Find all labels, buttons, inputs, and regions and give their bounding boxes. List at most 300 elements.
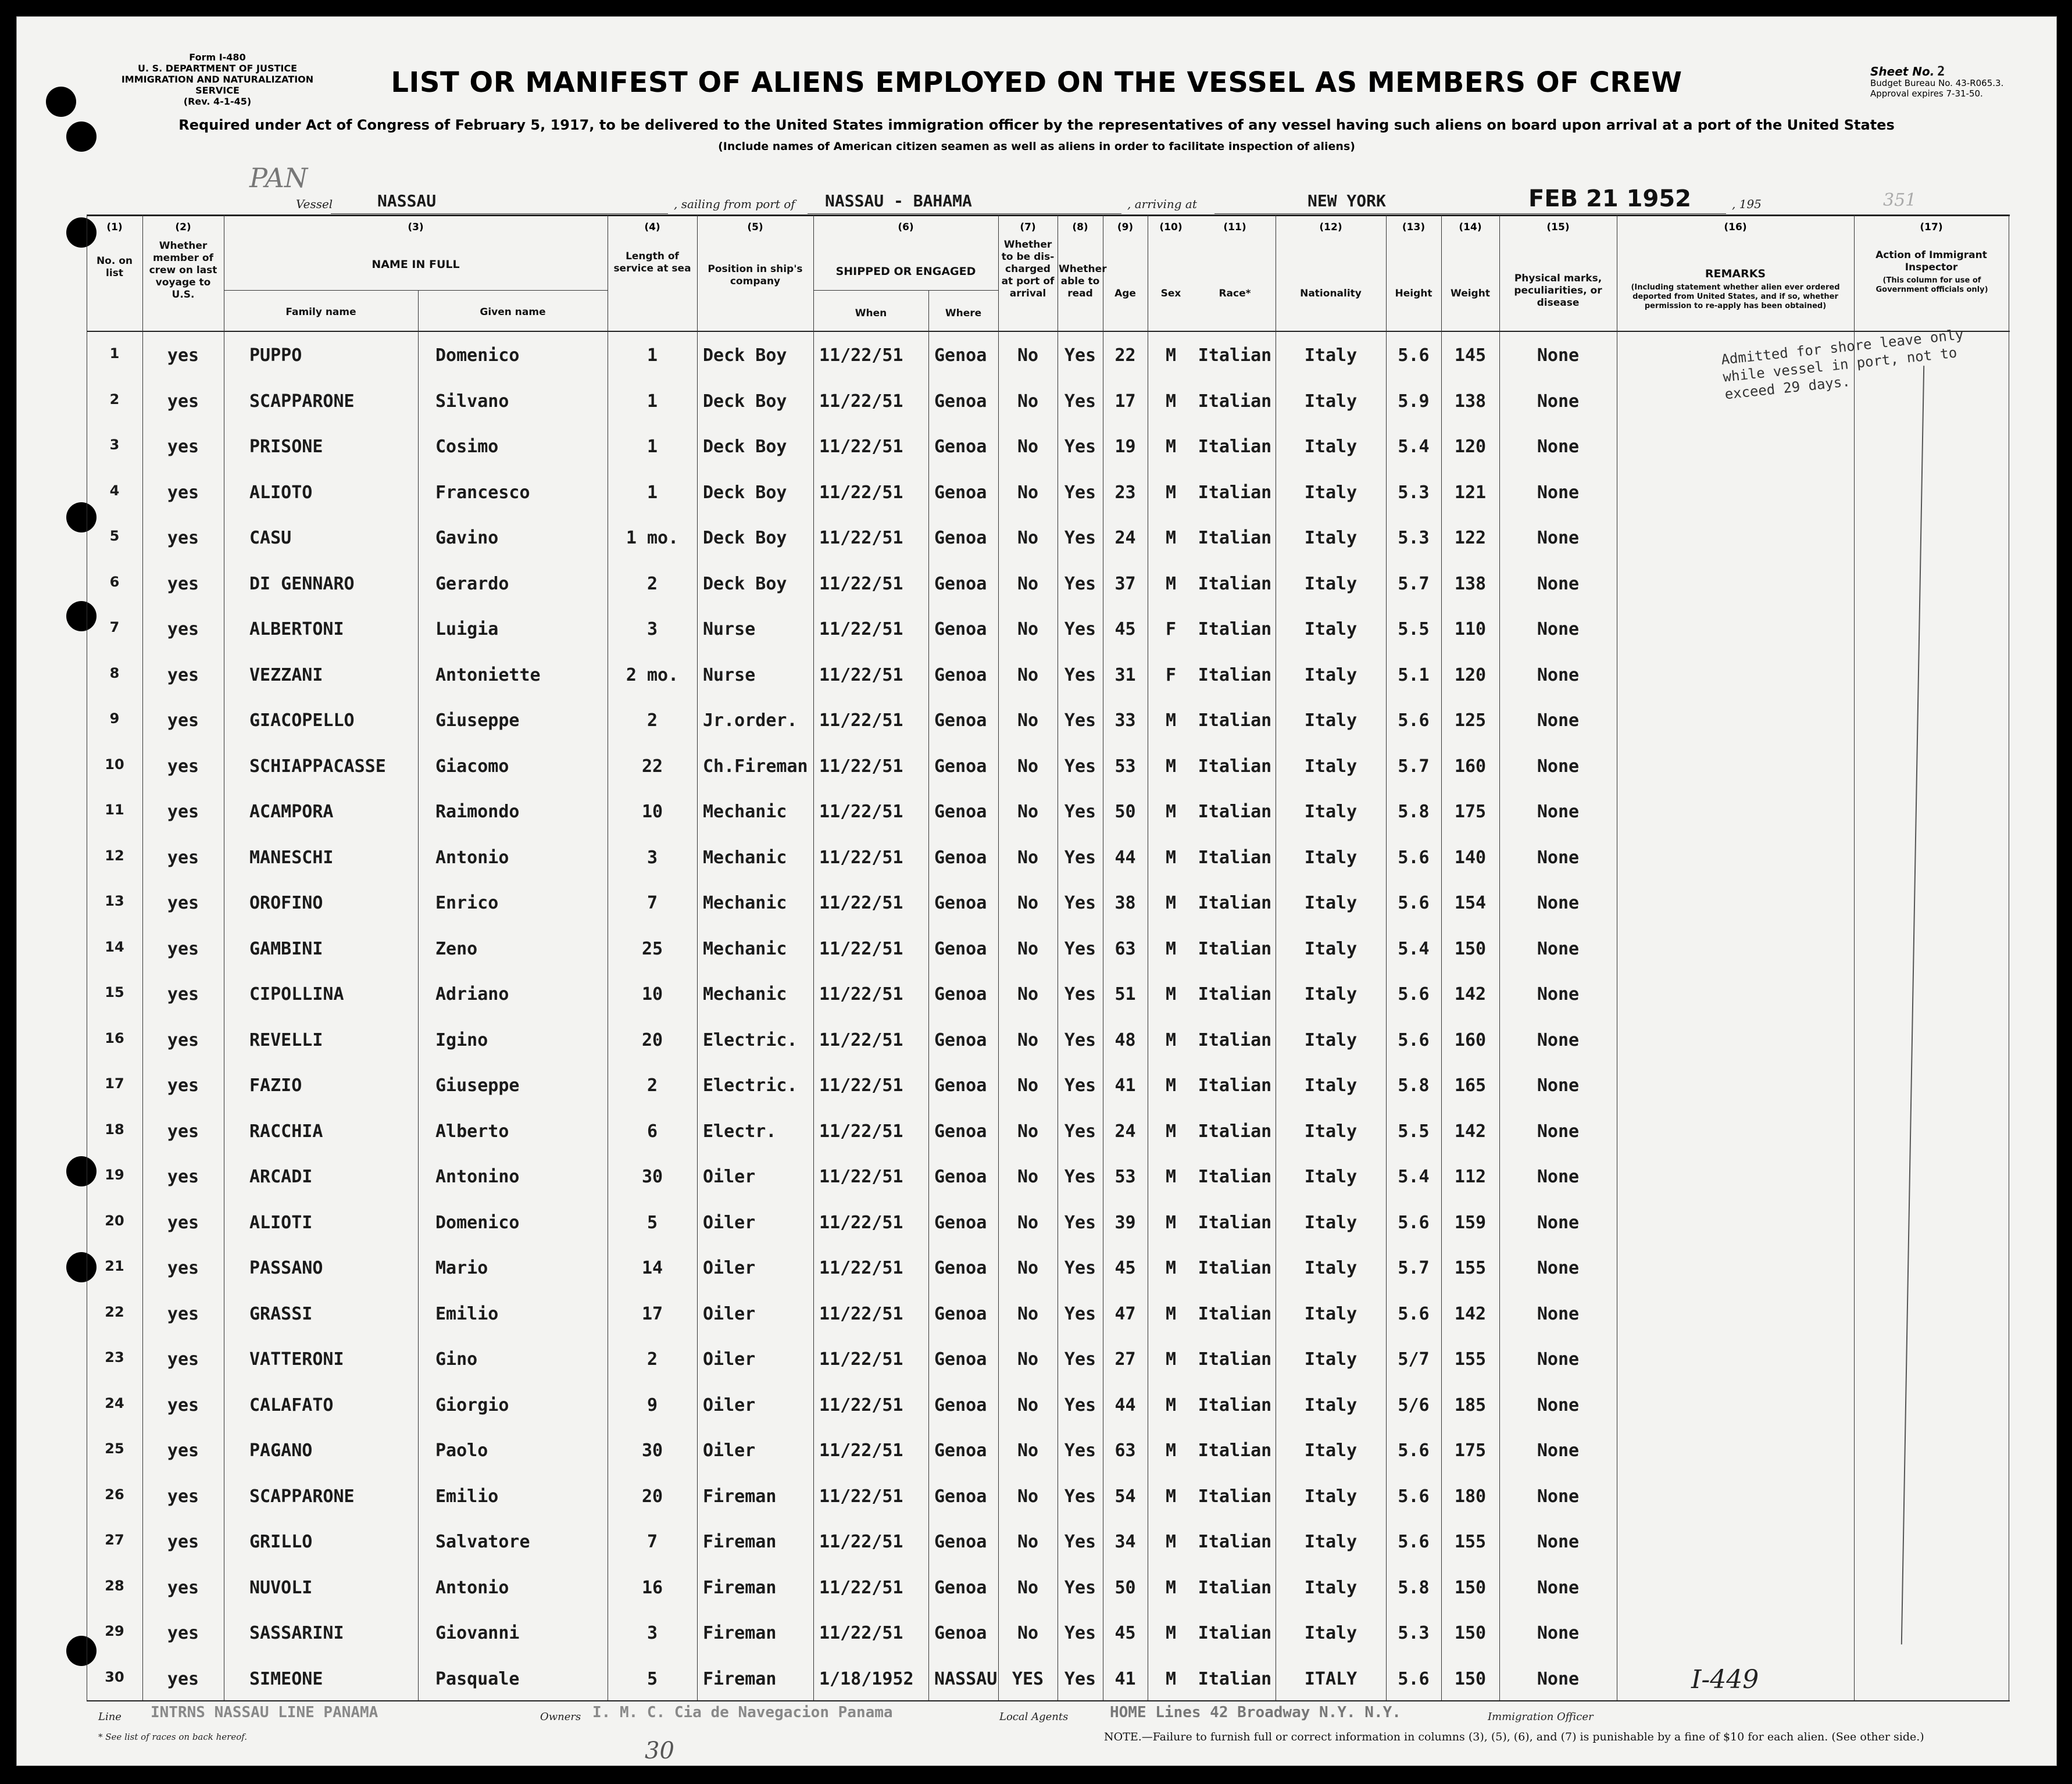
cell-marks: None xyxy=(1537,482,1580,503)
cell-weight: 138 xyxy=(1454,573,1487,594)
cell-age: 22 xyxy=(1114,345,1136,366)
cell-crew: yes xyxy=(167,482,199,503)
cell-nat: Italy xyxy=(1304,619,1357,639)
cell-disch: No xyxy=(1017,1075,1039,1096)
cell-crew: yes xyxy=(167,573,199,594)
cell-service: 2 mo. xyxy=(626,664,679,685)
cell-crew: yes xyxy=(167,1532,199,1552)
cell-when: 11/22/51 xyxy=(819,756,903,777)
cell-crew: yes xyxy=(167,1258,199,1278)
cell-marks: None xyxy=(1537,573,1580,594)
cell-weight: 112 xyxy=(1454,1167,1487,1187)
cell-service: 10 xyxy=(641,984,663,1004)
table-row xyxy=(87,1475,2010,1521)
cell-race: Italian xyxy=(1198,664,1272,685)
cell-marks: None xyxy=(1537,893,1580,913)
officer-label: Immigration Officer xyxy=(1488,1711,1594,1723)
cell-disch: No xyxy=(1017,1395,1039,1415)
header-family-name: Family name xyxy=(285,306,356,318)
header-race: Race* xyxy=(1219,288,1251,299)
cell-marks: None xyxy=(1537,847,1580,868)
cell-height: 5.8 xyxy=(1398,802,1430,822)
cell-nat: Italy xyxy=(1304,802,1357,822)
cell-where: Genoa xyxy=(934,710,987,731)
cell-read: Yes xyxy=(1064,1303,1096,1324)
cell-no: 6 xyxy=(109,573,120,590)
fine-note: NOTE.—Failure to furnish full or correct information in columns (3), (5), (6), and (7) is punishable by a fine of $10 for each alien. (See other side.) xyxy=(1104,1731,1924,1743)
table-row xyxy=(87,471,2010,517)
cell-marks: None xyxy=(1537,710,1580,731)
cell-service: 1 xyxy=(646,391,658,412)
cell-family: SCAPPARONE xyxy=(249,391,355,412)
cell-crew: yes xyxy=(167,802,199,822)
cell-no: 28 xyxy=(105,1577,124,1594)
cell-age: 51 xyxy=(1114,984,1136,1004)
cell-age: 50 xyxy=(1114,1577,1136,1598)
cell-where: Genoa xyxy=(934,1029,987,1050)
cell-where: Genoa xyxy=(934,1623,987,1643)
cell-race: Italian xyxy=(1198,1258,1272,1278)
cell-given: Adriano xyxy=(435,984,509,1004)
cell-family: VATTERONI xyxy=(249,1349,344,1370)
cell-race: Italian xyxy=(1198,619,1272,639)
cell-weight: 159 xyxy=(1454,1212,1487,1233)
cell-height: 5.4 xyxy=(1398,1167,1430,1187)
cell-marks: None xyxy=(1537,1167,1580,1187)
cell-service: 2 xyxy=(646,1075,658,1096)
cell-height: 5.4 xyxy=(1398,938,1430,959)
cell-given: Antonino xyxy=(435,1167,520,1187)
cell-weight: 120 xyxy=(1454,664,1487,685)
action-mark: I-449 xyxy=(1691,1665,1759,1694)
cell-service: 25 xyxy=(641,938,663,959)
cell-sex: M xyxy=(1165,1486,1177,1507)
cell-no: 23 xyxy=(105,1349,124,1365)
port-of-sailing: NASSAU - BAHAMA xyxy=(825,191,972,210)
cell-given: Salvatore xyxy=(435,1532,530,1552)
cell-crew: yes xyxy=(167,1121,199,1142)
cell-race: Italian xyxy=(1198,1121,1272,1142)
cell-race: Italian xyxy=(1198,391,1272,412)
cell-service: 5 xyxy=(646,1212,658,1233)
table-row xyxy=(87,1566,2010,1612)
cell-race: Italian xyxy=(1198,984,1272,1004)
cell-where: Genoa xyxy=(934,1395,987,1415)
table-row xyxy=(87,973,2010,1018)
cell-family: DI GENNARO xyxy=(249,573,355,594)
cell-when: 11/22/51 xyxy=(819,710,903,731)
cell-nat: Italy xyxy=(1304,482,1357,503)
vessel-underline xyxy=(331,213,668,214)
cell-sex: M xyxy=(1165,573,1177,594)
cell-given: Gino xyxy=(435,1349,478,1370)
cell-no: 18 xyxy=(105,1121,124,1138)
cell-sex: M xyxy=(1165,893,1177,913)
cell-crew: yes xyxy=(167,345,199,366)
cell-given: Alberto xyxy=(435,1121,509,1142)
cell-position: Fireman xyxy=(703,1668,777,1689)
cell-where: Genoa xyxy=(934,1121,987,1142)
header-no-on-list: No. on list xyxy=(96,255,133,279)
cell-where: Genoa xyxy=(934,437,987,457)
cell-sex: M xyxy=(1165,1440,1177,1461)
cell-marks: None xyxy=(1537,1121,1580,1142)
cell-weight: 155 xyxy=(1454,1349,1487,1370)
cell-sex: M xyxy=(1165,1075,1177,1096)
header-crew-last-voyage: Whether member of crew on last voyage to U.S. xyxy=(149,240,217,301)
cell-weight: 155 xyxy=(1454,1258,1487,1278)
include-note: (Include names of American citizen seamen as well as aliens in order to facilitate inspection of aliens) xyxy=(718,140,1355,153)
approval-line: Approval expires 7-31-50. xyxy=(1870,88,1983,99)
cell-read: Yes xyxy=(1064,1532,1096,1552)
cell-crew: yes xyxy=(167,391,199,412)
cell-no: 24 xyxy=(105,1395,124,1411)
cell-race: Italian xyxy=(1198,345,1272,366)
cell-position: Oiler xyxy=(703,1440,756,1461)
table-row xyxy=(87,380,2010,426)
cell-nat: Italy xyxy=(1304,847,1357,868)
pencil-note: PAN xyxy=(249,162,308,194)
table-row xyxy=(87,1246,2010,1292)
cell-family: SCAPPARONE xyxy=(249,1486,355,1507)
cell-position: Mechanic xyxy=(703,802,787,822)
cell-weight: 150 xyxy=(1454,1623,1487,1643)
sheet-info xyxy=(1870,66,2021,99)
cell-service: 6 xyxy=(646,1121,658,1142)
cell-nat: Italy xyxy=(1304,1623,1357,1643)
cell-nat: Italy xyxy=(1304,1532,1357,1552)
cell-family: PUPPO xyxy=(249,345,302,366)
arrival-date-stamp: FEB 21 1952 xyxy=(1528,185,1691,212)
cell-family: GRASSI xyxy=(249,1303,313,1324)
cell-sex: M xyxy=(1165,1303,1177,1324)
cell-read: Yes xyxy=(1064,1121,1096,1142)
cell-disch: No xyxy=(1017,437,1039,457)
cell-race: Italian xyxy=(1198,938,1272,959)
cell-position: Oiler xyxy=(703,1303,756,1324)
cell-nat: Italy xyxy=(1304,1167,1357,1187)
cell-sex: M xyxy=(1165,1532,1177,1552)
cell-disch: No xyxy=(1017,1486,1039,1507)
cell-nat: Italy xyxy=(1304,756,1357,777)
cell-service: 14 xyxy=(641,1258,663,1278)
cell-no: 20 xyxy=(105,1212,124,1229)
cell-position: Mechanic xyxy=(703,893,787,913)
cell-marks: None xyxy=(1537,1486,1580,1507)
cell-read: Yes xyxy=(1064,756,1096,777)
cell-sex: M xyxy=(1165,437,1177,457)
cell-weight: 125 xyxy=(1454,710,1487,731)
cell-crew: yes xyxy=(167,437,199,457)
cell-disch: No xyxy=(1017,984,1039,1004)
cell-where: Genoa xyxy=(934,984,987,1004)
cell-race: Italian xyxy=(1198,1623,1272,1643)
cell-sex: M xyxy=(1165,391,1177,412)
cell-no: 7 xyxy=(109,619,120,635)
cell-crew: yes xyxy=(167,1075,199,1096)
cell-position: Deck Boy xyxy=(703,573,787,594)
cell-age: 34 xyxy=(1114,1532,1136,1552)
cell-family: GAMBINI xyxy=(249,938,323,959)
cell-where: Genoa xyxy=(934,664,987,685)
cell-when: 11/22/51 xyxy=(819,1486,903,1507)
cell-disch: No xyxy=(1017,1121,1039,1142)
cell-age: 45 xyxy=(1114,619,1136,639)
cell-marks: None xyxy=(1537,1623,1580,1643)
cell-when: 11/22/51 xyxy=(819,1349,903,1370)
table-row xyxy=(87,927,2010,973)
header-able-read: Whether able to read xyxy=(1059,263,1107,299)
cell-read: Yes xyxy=(1064,1440,1096,1461)
cell-weight: 142 xyxy=(1454,984,1487,1004)
cell-read: Yes xyxy=(1064,664,1096,685)
cell-sex: M xyxy=(1165,847,1177,868)
count-mark: 30 xyxy=(645,1737,674,1764)
cell-disch: No xyxy=(1017,893,1039,913)
vessel-label: Vessel xyxy=(296,197,333,211)
cell-where: Genoa xyxy=(934,802,987,822)
cell-disch: No xyxy=(1017,391,1039,412)
cell-crew: yes xyxy=(167,1577,199,1598)
cell-age: 41 xyxy=(1114,1668,1136,1689)
cell-when: 11/22/51 xyxy=(819,1303,903,1324)
table-row xyxy=(87,836,2010,882)
cell-where: Genoa xyxy=(934,938,987,959)
cell-race: Italian xyxy=(1198,1303,1272,1324)
col-num: (11) xyxy=(1223,221,1246,233)
cell-given: Gerardo xyxy=(435,573,509,594)
cell-family: ACAMPORA xyxy=(249,802,334,822)
cell-when: 11/22/51 xyxy=(819,1167,903,1187)
cell-weight: 142 xyxy=(1454,1121,1487,1142)
cell-disch: No xyxy=(1017,573,1039,594)
cell-crew: yes xyxy=(167,1395,199,1415)
cell-height: 5.6 xyxy=(1398,847,1430,868)
cell-given: Silvano xyxy=(435,391,509,412)
cell-age: 24 xyxy=(1114,1121,1136,1142)
cell-crew: yes xyxy=(167,1303,199,1324)
cell-marks: None xyxy=(1537,1532,1580,1552)
cell-age: 38 xyxy=(1114,893,1136,913)
cell-nat: Italy xyxy=(1304,1349,1357,1370)
cell-nat: Italy xyxy=(1304,710,1357,731)
cell-family: CALAFATO xyxy=(249,1395,334,1415)
cell-read: Yes xyxy=(1064,938,1096,959)
cell-position: Oiler xyxy=(703,1258,756,1278)
table-row xyxy=(87,745,2010,791)
cell-disch: YES xyxy=(1012,1668,1044,1689)
cell-weight: 122 xyxy=(1454,528,1487,548)
cell-height: 5.5 xyxy=(1398,619,1430,639)
col-num: (14) xyxy=(1459,221,1482,233)
cell-weight: 142 xyxy=(1454,1303,1487,1324)
act-statement: Required under Act of Congress of February 5, 1917, to be delivered to the United States immigration officer by the representatives of any vessel having such aliens on board upon arrival at a port of the United States xyxy=(178,117,1895,133)
table-row xyxy=(87,1201,2010,1247)
cell-sex: M xyxy=(1165,1167,1177,1187)
cell-nat: Italy xyxy=(1304,391,1357,412)
cell-read: Yes xyxy=(1064,847,1096,868)
cell-position: Nurse xyxy=(703,664,756,685)
cell-given: Raimondo xyxy=(435,802,520,822)
table-row xyxy=(87,562,2010,608)
cell-height: 5.8 xyxy=(1398,1577,1430,1598)
cell-when: 11/22/51 xyxy=(819,1075,903,1096)
cell-family: NUVOLI xyxy=(249,1577,313,1598)
cell-position: Ch.Fireman xyxy=(703,756,808,777)
sheet-number: 2 xyxy=(1937,65,1945,79)
line-value: INTRNS NASSAU LINE PANAMA xyxy=(151,1704,378,1721)
cell-when: 11/22/51 xyxy=(819,619,903,639)
manifest-page xyxy=(16,16,2057,1766)
cell-race: Italian xyxy=(1198,1029,1272,1050)
cell-no: 1 xyxy=(109,345,120,362)
cell-weight: 165 xyxy=(1454,1075,1487,1096)
cell-sex: M xyxy=(1165,1258,1177,1278)
cell-weight: 110 xyxy=(1454,619,1487,639)
cell-read: Yes xyxy=(1064,1029,1096,1050)
cell-service: 3 xyxy=(646,619,658,639)
cell-marks: None xyxy=(1537,1668,1580,1689)
cell-marks: None xyxy=(1537,619,1580,639)
table-row xyxy=(87,699,2010,745)
cell-no: 15 xyxy=(105,984,124,1000)
voyage-line xyxy=(17,162,2056,214)
cell-position: Oiler xyxy=(703,1212,756,1233)
col-num: (16) xyxy=(1724,221,1747,233)
cell-sex: M xyxy=(1165,1349,1177,1370)
cell-no: 21 xyxy=(105,1258,124,1274)
cell-service: 1 xyxy=(646,482,658,503)
cell-position: Electr. xyxy=(703,1121,777,1142)
table-row xyxy=(87,1110,2010,1156)
cell-given: Emilio xyxy=(435,1486,499,1507)
cell-marks: None xyxy=(1537,391,1580,412)
cell-age: 23 xyxy=(1114,482,1136,503)
cell-given: Giacomo xyxy=(435,756,509,777)
table-row xyxy=(87,1292,2010,1338)
cell-position: Oiler xyxy=(703,1395,756,1415)
cell-when: 11/22/51 xyxy=(819,528,903,548)
cell-family: PAGANO xyxy=(249,1440,313,1461)
table-row xyxy=(87,1429,2010,1475)
cell-age: 45 xyxy=(1114,1258,1136,1278)
cell-when: 11/22/51 xyxy=(819,437,903,457)
revision: (Rev. 4-1-45) xyxy=(183,96,252,107)
cell-read: Yes xyxy=(1064,482,1096,503)
cell-family: CASU xyxy=(249,528,292,548)
cell-crew: yes xyxy=(167,847,199,868)
cell-race: Italian xyxy=(1198,528,1272,548)
cell-height: 5.9 xyxy=(1398,391,1430,412)
cell-marks: None xyxy=(1537,1212,1580,1233)
cell-disch: No xyxy=(1017,1258,1039,1278)
cell-when: 11/22/51 xyxy=(819,1623,903,1643)
cell-marks: None xyxy=(1537,1303,1580,1324)
cell-height: 5.7 xyxy=(1398,756,1430,777)
cell-read: Yes xyxy=(1064,710,1096,731)
header-height: Height xyxy=(1395,288,1432,299)
cell-family: ALBERTONI xyxy=(249,619,344,639)
cell-marks: None xyxy=(1537,1029,1580,1050)
cell-given: Zeno xyxy=(435,938,478,959)
form-number: Form I-480 xyxy=(189,52,246,63)
col-num: (10) xyxy=(1159,221,1183,233)
cell-nat: Italy xyxy=(1304,1395,1357,1415)
cell-position: Jr.order. xyxy=(703,710,798,731)
cell-age: 53 xyxy=(1114,1167,1136,1187)
cell-marks: None xyxy=(1537,1395,1580,1415)
crew-table xyxy=(87,214,2010,1700)
table-row xyxy=(87,881,2010,927)
cell-read: Yes xyxy=(1064,802,1096,822)
cell-given: Igino xyxy=(435,1029,488,1050)
cell-age: 31 xyxy=(1114,664,1136,685)
cell-no: 29 xyxy=(105,1623,124,1639)
cell-read: Yes xyxy=(1064,1668,1096,1689)
cell-weight: 185 xyxy=(1454,1395,1487,1415)
cell-nat: Italy xyxy=(1304,1075,1357,1096)
cell-height: 5.6 xyxy=(1398,710,1430,731)
cell-no: 14 xyxy=(105,938,124,955)
cell-nat: Italy xyxy=(1304,1303,1357,1324)
header-shipped: SHIPPED OR ENGAGED xyxy=(835,265,976,278)
col-num: (15) xyxy=(1546,221,1570,233)
table-row xyxy=(87,516,2010,562)
vessel-name: NASSAU xyxy=(377,191,437,210)
cell-crew: yes xyxy=(167,619,199,639)
cell-given: Giovanni xyxy=(435,1623,520,1643)
cell-read: Yes xyxy=(1064,1075,1096,1096)
cell-sex: M xyxy=(1165,1577,1177,1598)
cell-given: Antonio xyxy=(435,847,509,868)
owners-label: Owners xyxy=(540,1711,581,1723)
cell-no: 13 xyxy=(105,893,124,909)
cell-position: Fireman xyxy=(703,1532,777,1552)
cell-when: 11/22/51 xyxy=(819,482,903,503)
cell-crew: yes xyxy=(167,938,199,959)
cell-height: 5.6 xyxy=(1398,1029,1430,1050)
cell-height: 5/6 xyxy=(1398,1395,1430,1415)
cell-nat: Italy xyxy=(1304,1440,1357,1461)
cell-nat: Italy xyxy=(1304,1577,1357,1598)
cell-disch: No xyxy=(1017,1029,1039,1050)
cell-nat: Italy xyxy=(1304,1212,1357,1233)
cell-age: 48 xyxy=(1114,1029,1136,1050)
cell-where: Genoa xyxy=(934,1532,987,1552)
cell-where: Genoa xyxy=(934,1075,987,1096)
table-row xyxy=(87,1611,2010,1657)
cell-crew: yes xyxy=(167,893,199,913)
cell-read: Yes xyxy=(1064,619,1096,639)
cell-position: Deck Boy xyxy=(703,345,787,366)
cell-weight: 160 xyxy=(1454,1029,1487,1050)
cell-family: PRISONE xyxy=(249,437,323,457)
cell-service: 30 xyxy=(641,1167,663,1187)
cell-when: 11/22/51 xyxy=(819,573,903,594)
col-num: (13) xyxy=(1402,221,1426,233)
cell-race: Italian xyxy=(1198,1668,1272,1689)
cell-family: PASSANO xyxy=(249,1258,323,1278)
cell-no: 17 xyxy=(105,1075,124,1092)
cell-sex: M xyxy=(1165,1623,1177,1643)
col-num: (7) xyxy=(1020,221,1036,233)
cell-position: Mechanic xyxy=(703,984,787,1004)
cell-where: Genoa xyxy=(934,1486,987,1507)
cell-nat: Italy xyxy=(1304,345,1357,366)
cell-given: Gavino xyxy=(435,528,499,548)
cell-marks: None xyxy=(1537,756,1580,777)
cell-family: REVELLI xyxy=(249,1029,323,1050)
